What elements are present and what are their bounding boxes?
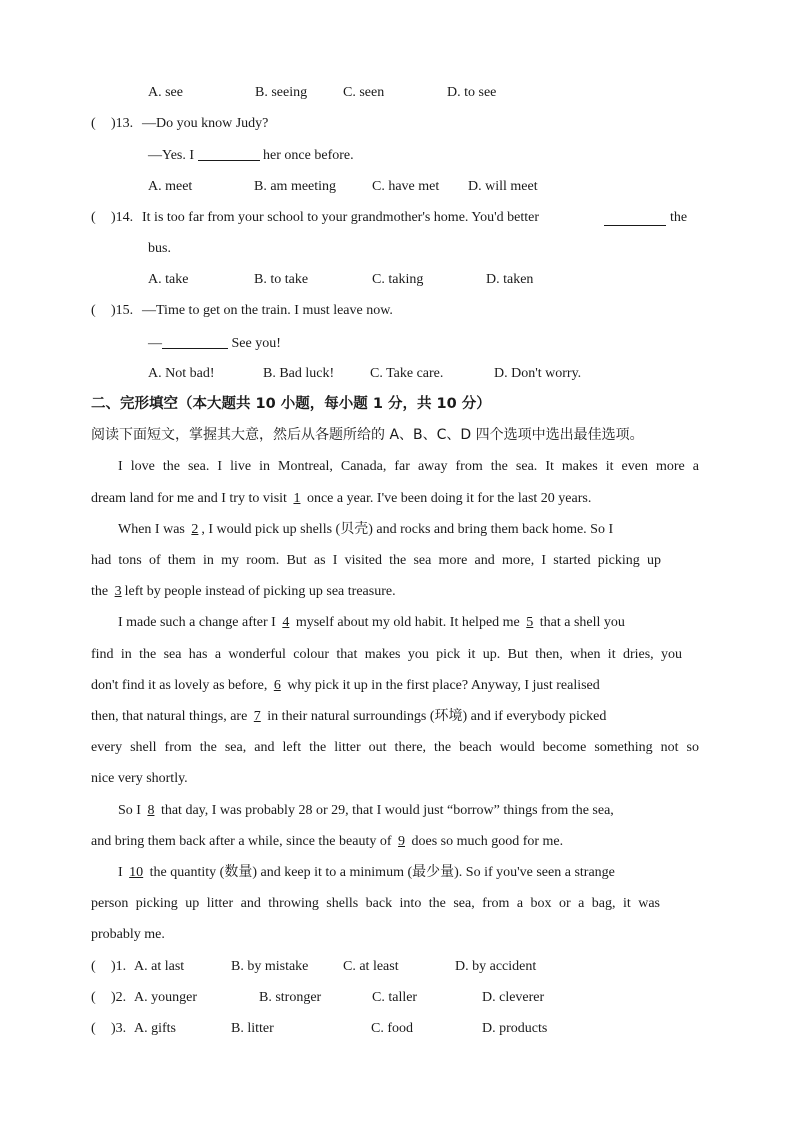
answer-blank[interactable] [162, 334, 228, 349]
answer-blank[interactable] [604, 211, 666, 226]
question-prompt: It is too far from your school to your grandmother's home. You'd better [142, 210, 539, 225]
answer-blank[interactable] [198, 146, 260, 161]
cloze-2-option-c[interactable]: C. taller [372, 990, 418, 1005]
passage-line [91, 583, 396, 601]
passage-text: that a shell you [539, 615, 625, 630]
passage-text: I made such a change after I [118, 615, 276, 630]
passage-text: don't find it as lovely as before, [91, 678, 268, 693]
cloze-blank-4[interactable]: 4 [282, 615, 290, 630]
question-prompt-cont: bus. [148, 241, 171, 256]
passage-line: every shell from the sea, and left the litter out there, the beach would become something not so [91, 740, 699, 755]
cloze-blank-7[interactable]: 7 [253, 709, 261, 724]
cloze-3-option-b[interactable]: B. litter [231, 1021, 274, 1036]
passage-text: why pick it up in the first place? Anyway, I just realised [287, 678, 600, 693]
passage-line: had tons of them in my room. But as I visited the sea more and more, I started picking up [91, 553, 661, 568]
passage-text: I [118, 865, 123, 880]
answer-paren-open: ( [91, 116, 96, 131]
passage-text: and bring them back after a while, since the beauty of [91, 834, 392, 849]
section-heading: 二、完形填空（本大题共 10 小题，每小题 1 分，共 10 分） [91, 396, 491, 412]
cloze-blank-5[interactable]: 5 [526, 615, 534, 630]
cloze-blank-3[interactable]: 3 [114, 584, 122, 599]
reply-text: See you! [231, 336, 281, 351]
cloze-1-option-b[interactable]: B. by mistake [231, 959, 309, 974]
question-number: )14. [111, 210, 134, 225]
answer-paren-open: ( [91, 990, 96, 1005]
passage-line [118, 521, 613, 539]
passage-text: myself about my old habit. It helped me [295, 615, 520, 630]
q12-option-a[interactable]: A. see [148, 85, 183, 100]
reply-text: —Yes. I [148, 148, 195, 163]
cloze-blank-8[interactable]: 8 [147, 803, 155, 818]
question-number: )1. [111, 959, 127, 974]
q15-option-b[interactable]: B. Bad luck! [263, 366, 335, 381]
question-number: )13. [111, 116, 134, 131]
q13-option-b[interactable]: B. am meeting [254, 179, 337, 194]
passage-text: in their natural surroundings (环境) and if everybody picked [267, 709, 607, 724]
q12-option-b[interactable]: B. seeing [255, 85, 308, 100]
reply-text: — [148, 336, 162, 351]
q15-option-c[interactable]: C. Take care. [370, 366, 444, 381]
cloze-2-option-b[interactable]: B. stronger [259, 990, 322, 1005]
passage-line [118, 614, 625, 632]
question-number: )2. [111, 990, 127, 1005]
cloze-3-option-c[interactable]: C. food [371, 1021, 413, 1036]
q13-option-c[interactable]: C. have met [372, 179, 440, 194]
q14-option-a[interactable]: A. take [148, 272, 189, 287]
q12-option-d[interactable]: D. to see [447, 85, 497, 100]
passage-text: does so much good for me. [411, 834, 564, 849]
q13-option-a[interactable]: A. meet [148, 179, 193, 194]
passage-text: left by people instead of picking up sea treasure. [124, 584, 396, 599]
cloze-1-option-a[interactable]: A. at last [134, 959, 185, 974]
cloze-3-option-a[interactable]: A. gifts [134, 1021, 176, 1036]
passage-line [118, 802, 614, 820]
passage-text: When I was [118, 522, 185, 537]
question-number: )3. [111, 1021, 127, 1036]
question-number: )15. [111, 303, 134, 318]
q14-option-c[interactable]: C. taking [372, 272, 424, 287]
cloze-2-option-a[interactable]: A. younger [134, 990, 197, 1005]
passage-line: person picking up litter and throwing shells back into the sea, from a box or a bag, it was [91, 896, 660, 911]
q15-option-a[interactable]: A. Not bad! [148, 366, 215, 381]
passage-text: dream land for me and I try to visit [91, 491, 287, 506]
question-prompt: —Do you know Judy? [142, 116, 269, 131]
cloze-blank-1[interactable]: 1 [293, 491, 301, 506]
q12-option-c[interactable]: C. seen [343, 85, 385, 100]
q15-option-d[interactable]: D. Don't worry. [494, 366, 582, 381]
passage-line [91, 708, 606, 726]
answer-paren-open: ( [91, 303, 96, 318]
q13-option-d[interactable]: D. will meet [468, 179, 538, 194]
cloze-blank-9[interactable]: 9 [398, 834, 405, 849]
passage-line [118, 864, 615, 882]
cloze-1-option-c[interactable]: C. at least [343, 959, 399, 974]
q14-option-d[interactable]: D. taken [486, 272, 534, 287]
section-instruction: 阅读下面短文，掌握其大意，然后从各题所给的 A、B、C、D 四个选项中选出最佳选项。 [91, 427, 644, 443]
passage-line [91, 490, 591, 508]
passage-line: nice very shortly. [91, 771, 188, 786]
passage-line [91, 677, 600, 695]
passage-line [91, 833, 563, 851]
answer-paren-open: ( [91, 1021, 96, 1036]
cloze-3-option-d[interactable]: D. products [482, 1021, 548, 1036]
q14-option-b[interactable]: B. to take [254, 272, 309, 287]
cloze-2-option-d[interactable]: D. cleverer [482, 990, 545, 1005]
passage-line: probably me. [91, 927, 165, 942]
answer-paren-open: ( [91, 210, 96, 225]
answer-paren-open: ( [91, 959, 96, 974]
passage-text: the quantity (数量) and keep it to a minimum (最少量). So if you've seen a strange [149, 865, 615, 880]
cloze-blank-10[interactable]: 10 [129, 865, 144, 880]
passage-text: the [91, 584, 109, 599]
passage-text: then, that natural things, are [91, 709, 248, 724]
passage-text: once a year. I've been doing it for the last 20 years. [306, 491, 592, 506]
passage-text: , I would pick up shells (贝壳) and rocks and bring them back home. So I [201, 522, 614, 537]
cloze-blank-6[interactable]: 6 [273, 678, 281, 693]
reply-text: her once before. [263, 148, 354, 163]
passage-text: that day, I was probably 28 or 29, that I would just “borrow” things from the sea, [160, 803, 614, 818]
question-prompt-end: the [670, 210, 688, 225]
passage-line: find in the sea has a wonderful colour that makes you pick it up. But then, when it dries, you [91, 647, 682, 662]
passage-line: I love the sea. I live in Montreal, Canada, far away from the sea. It makes it even more a [118, 459, 699, 474]
question-prompt: —Time to get on the train. I must leave now. [142, 303, 393, 318]
cloze-1-option-d[interactable]: D. by accident [455, 959, 537, 974]
passage-text: So I [118, 803, 141, 818]
cloze-blank-2[interactable]: 2 [191, 522, 199, 537]
